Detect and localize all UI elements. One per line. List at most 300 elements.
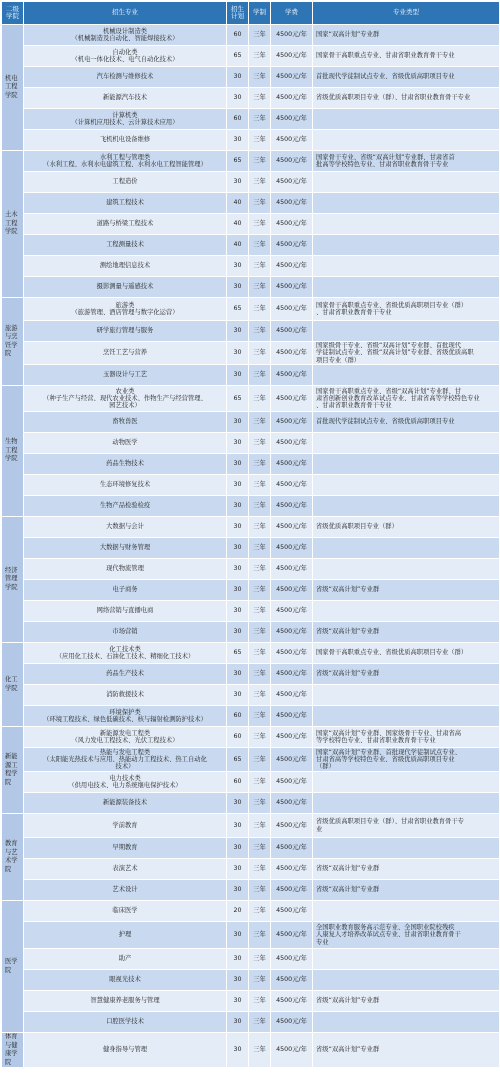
table-row [2, 949, 500, 970]
college-name: 机电工程学院 [2, 25, 24, 151]
major-cell [24, 664, 227, 685]
table-row [2, 235, 500, 256]
major-sub-specialties: 园艺技术） [109, 402, 141, 410]
table-row [2, 772, 500, 793]
major-type [313, 643, 500, 664]
major-cell [24, 214, 227, 235]
major-sub-specialties: （种子生产与经营、现代农业技术、作物生产与经营管理、 [43, 394, 207, 402]
major-cell [24, 685, 227, 706]
enrollment-plan: 30 [227, 622, 249, 643]
tuition-fee: 4500元/年 [271, 109, 313, 130]
major-cell [24, 706, 227, 727]
major-type [313, 1012, 500, 1033]
table-row [2, 298, 500, 321]
major-type [313, 922, 500, 949]
study-duration: 三年 [249, 342, 271, 365]
header-fee: 学费 [271, 2, 313, 25]
study-duration: 三年 [249, 193, 271, 214]
major-cell [24, 580, 227, 601]
major-sub-specialties: （太阳能光热技术与应用、热能动力工程技术、热工自动化 [43, 755, 207, 763]
college-name: 土木工程学院 [2, 151, 24, 298]
major-name: 生态环境修复技术 [99, 481, 151, 489]
major-type [313, 793, 500, 814]
major-type [313, 622, 500, 643]
study-duration: 三年 [249, 172, 271, 193]
study-duration: 三年 [249, 433, 271, 454]
tuition-fee: 4500元/年 [271, 793, 313, 814]
study-duration: 三年 [249, 412, 271, 433]
major-name: 化工技术类 [109, 645, 141, 653]
tuition-fee: 4500元/年 [271, 67, 313, 88]
major-type-line: 国家骨干专业、省级“双高计划”专业群、甘肃省首 [316, 153, 455, 161]
tuition-fee: 4500元/年 [271, 922, 313, 949]
major-type [313, 901, 500, 922]
table-row [2, 859, 500, 880]
major-type-line: 国家骨干高职重点专业、甘肃省职业教育骨干专业 [316, 52, 455, 60]
table-row [2, 901, 500, 922]
major-sub-specialties: （旅游管理、酒店管理与数字化运营） [71, 309, 179, 316]
major-type-line: 国家“双高计划”专业群、首批现代学徒制试点专业、 [316, 748, 462, 756]
enrollment-plan: 20 [227, 901, 249, 922]
major-name: 农业类 [115, 387, 135, 395]
major-name: 烹饪工艺与营养 [102, 349, 148, 357]
enrollment-plan: 30 [227, 256, 249, 277]
major-type-line: 国家骨干高职重点专业、省级“双高计划”专业群、甘 [316, 387, 462, 395]
major-type [313, 46, 500, 67]
study-duration: 三年 [249, 949, 271, 970]
header-major: 招生专业 [24, 2, 227, 25]
tuition-fee: 4500元/年 [271, 193, 313, 214]
table-row [2, 46, 500, 67]
major-type [313, 214, 500, 235]
college-name: 经济管理学院 [2, 517, 24, 643]
table-row [2, 814, 500, 838]
tuition-fee: 4500元/年 [271, 386, 313, 412]
major-cell [24, 496, 227, 517]
study-duration: 三年 [249, 793, 271, 814]
tuition-fee: 4500元/年 [271, 880, 313, 901]
tuition-fee: 4500元/年 [271, 664, 313, 685]
table-row [2, 256, 500, 277]
major-type [313, 235, 500, 256]
enrollment-plan: 30 [227, 496, 249, 517]
major-cell [24, 622, 227, 643]
study-duration: 三年 [249, 748, 271, 772]
college-name: 生物工程学院 [2, 386, 24, 517]
study-duration: 三年 [249, 151, 271, 172]
major-type [313, 538, 500, 559]
major-name: 机械设计制造类 [102, 27, 148, 35]
table-row [2, 517, 500, 538]
tuition-fee: 4500元/年 [271, 298, 313, 321]
major-cell [24, 748, 227, 772]
table-row [2, 130, 500, 151]
major-type [313, 298, 500, 321]
table-row [2, 601, 500, 622]
major-sub-specialties: （环境工程技术、绿色低碳技术、核与辐射检测防护技术） [43, 716, 207, 723]
table-row [2, 109, 500, 130]
major-type-line: 人康复人才培养改革试点专业、甘肃省职业教育骨干 [316, 931, 461, 939]
tuition-fee: 4500元/年 [271, 433, 313, 454]
tuition-fee: 4500元/年 [271, 1033, 313, 1068]
major-type [313, 88, 500, 109]
tuition-fee: 4500元/年 [271, 365, 313, 386]
college-name: 旅游与烹饪学院 [2, 298, 24, 386]
study-duration: 三年 [249, 922, 271, 949]
major-sub-specialties: （计算机应用技术、云计算技术应用） [71, 119, 179, 126]
major-type-line: 国家骨干高职重点专业、省级优质高职项目专业（群） [316, 301, 468, 309]
major-type [313, 172, 500, 193]
major-name: 网络营销与直播电商 [96, 607, 154, 615]
major-name: 智慧健康养老服务与管理 [90, 997, 160, 1005]
major-cell [24, 433, 227, 454]
table-row [2, 277, 500, 298]
major-type [313, 685, 500, 706]
major-type-line: 批高等学校特色专业、甘肃省职业教育骨干专业 [316, 161, 449, 168]
enrollment-plan: 40 [227, 193, 249, 214]
major-type [313, 67, 500, 88]
major-name: 表演艺术 [112, 865, 138, 873]
major-name: 学前教育 [112, 821, 138, 829]
major-name: 玉器设计与工艺 [102, 371, 148, 379]
major-name: 热能与发电工程类 [99, 748, 151, 756]
study-duration: 三年 [249, 454, 271, 475]
enrollment-plan: 60 [227, 727, 249, 748]
major-type-line: 甘肃省高等学校特色专业、省级优质高职项目专业 [316, 755, 455, 763]
major-type [313, 454, 500, 475]
enrollment-plan: 30 [227, 664, 249, 685]
major-name: 建筑工程技术 [106, 199, 144, 207]
major-cell [24, 88, 227, 109]
tuition-fee: 4500元/年 [271, 475, 313, 496]
major-type-line: 省级“双高计划”专业群 [316, 997, 380, 1005]
tuition-fee: 4500元/年 [271, 901, 313, 922]
major-name: 护理 [118, 931, 132, 939]
enrollment-plan: 30 [227, 814, 249, 838]
enrollment-plan: 30 [227, 793, 249, 814]
study-duration: 三年 [249, 859, 271, 880]
major-type-line: 首批现代学徒制试点专业、省级优质高职项目专业 [316, 73, 455, 81]
major-type [313, 109, 500, 130]
study-duration: 三年 [249, 386, 271, 412]
enrollment-plan: 65 [227, 46, 249, 67]
major-cell [24, 559, 227, 580]
college-name: 体育与健康学院 [2, 1033, 24, 1068]
tuition-fee: 4500元/年 [271, 991, 313, 1012]
enrollment-plan: 30 [227, 538, 249, 559]
enrollment-plan: 30 [227, 342, 249, 365]
study-duration: 三年 [249, 901, 271, 922]
major-name: 测绘地理信息技术 [99, 262, 151, 270]
enrollment-plan: 30 [227, 685, 249, 706]
enrollment-plan: 30 [227, 859, 249, 880]
major-name: 电力技术类 [109, 774, 141, 782]
study-duration: 三年 [249, 88, 271, 109]
tuition-fee: 4500元/年 [271, 814, 313, 838]
enrollment-plan: 30 [227, 1012, 249, 1033]
tuition-fee: 4500元/年 [271, 46, 313, 67]
major-type-line: 省级优质高职项目专业（群） [316, 523, 398, 531]
tuition-fee: 4500元/年 [271, 151, 313, 172]
major-name: 旅游类 [115, 301, 135, 309]
tuition-fee: 4500元/年 [271, 559, 313, 580]
study-duration: 三年 [249, 559, 271, 580]
college-name: 化工学院 [2, 643, 24, 727]
study-duration: 三年 [249, 365, 271, 386]
major-type-line: 国家级骨干专业、省级“双高计划”专业群、首批现代 [316, 342, 462, 350]
major-sub-specialties: （供用电技术、电力系统继电保护技术） [68, 782, 182, 789]
table-row [2, 214, 500, 235]
tuition-fee: 4500元/年 [271, 580, 313, 601]
major-cell [24, 109, 227, 130]
major-type-line: 省级“双高计划”专业群 [316, 865, 380, 873]
tuition-fee: 4500元/年 [271, 601, 313, 622]
study-duration: 三年 [249, 298, 271, 321]
major-sub-specialties: （应用化工技术、石油化工技术、精细化工技术） [55, 653, 195, 660]
major-type [313, 193, 500, 214]
major-name: 大数据与会计 [106, 523, 144, 531]
table-row [2, 172, 500, 193]
table-row [2, 433, 500, 454]
major-type [313, 664, 500, 685]
table-row [2, 748, 500, 772]
major-name: 工程造价 [112, 178, 138, 186]
table-row [2, 342, 500, 365]
table-row [2, 538, 500, 559]
enrollment-plan: 30 [227, 365, 249, 386]
major-name: 现代物流管理 [106, 565, 144, 573]
major-cell [24, 298, 227, 321]
major-type [313, 949, 500, 970]
table-row [2, 25, 500, 46]
tuition-fee: 4500元/年 [271, 838, 313, 859]
study-duration: 三年 [249, 475, 271, 496]
major-name: 环境保护类 [109, 708, 141, 716]
study-duration: 三年 [249, 235, 271, 256]
enrollment-plan: 60 [227, 706, 249, 727]
major-cell [24, 1033, 227, 1068]
header-plan: 招生计划 [227, 2, 249, 25]
major-cell [24, 538, 227, 559]
tuition-fee: 4500元/年 [271, 130, 313, 151]
major-type-line: 、甘肃省职业教育骨干专业 [316, 402, 392, 410]
major-cell [24, 814, 227, 838]
table-row [2, 685, 500, 706]
table-body [2, 25, 500, 1068]
major-cell [24, 838, 227, 859]
study-duration: 三年 [249, 727, 271, 748]
enrollment-plan: 30 [227, 475, 249, 496]
study-duration: 三年 [249, 772, 271, 793]
major-type [313, 772, 500, 793]
major-cell [24, 454, 227, 475]
table-header-row [2, 2, 500, 25]
table-row [2, 454, 500, 475]
major-cell [24, 793, 227, 814]
major-name: 生物产品检验检疫 [99, 502, 151, 510]
study-duration: 三年 [249, 321, 271, 342]
major-name: 水利工程与管理类 [99, 153, 151, 161]
major-cell [24, 970, 227, 991]
major-name: 健身指导与管理 [102, 1046, 148, 1054]
table-row [2, 321, 500, 342]
study-duration: 三年 [249, 25, 271, 46]
major-type [313, 601, 500, 622]
major-cell [24, 601, 227, 622]
enrollment-plan: 30 [227, 130, 249, 151]
major-type [313, 496, 500, 517]
table-row [2, 622, 500, 643]
major-type-line: 首批现代学徒制试点专业、省级优质高职项目专业 [316, 418, 455, 426]
study-duration: 三年 [249, 538, 271, 559]
major-name: 大数据与财务管理 [99, 544, 151, 552]
college-name: 医学院 [2, 901, 24, 1033]
major-name: 消防救援技术 [106, 691, 144, 699]
tuition-fee: 4500元/年 [271, 685, 313, 706]
enrollment-table [1, 1, 500, 1068]
major-type-line: 专业 [316, 938, 329, 946]
tuition-fee: 4500元/年 [271, 622, 313, 643]
major-cell [24, 25, 227, 46]
enrollment-plan: 60 [227, 109, 249, 130]
major-type [313, 580, 500, 601]
major-type [313, 838, 500, 859]
enrollment-plan: 65 [227, 748, 249, 772]
major-cell [24, 235, 227, 256]
tuition-fee: 4500元/年 [271, 949, 313, 970]
tuition-fee: 4500元/年 [271, 643, 313, 664]
major-cell [24, 67, 227, 88]
major-type-line: 项目专业（群） [316, 356, 361, 364]
major-type [313, 727, 500, 748]
table-row [2, 88, 500, 109]
major-cell [24, 772, 227, 793]
major-type [313, 706, 500, 727]
major-cell [24, 386, 227, 412]
major-type-line: 、甘肃省职业教育骨干专业 [316, 309, 392, 316]
enrollment-plan: 60 [227, 772, 249, 793]
major-type-line: 省级“双高计划”专业群 [316, 1046, 380, 1054]
major-name: 药品生产技术 [106, 670, 144, 678]
major-cell [24, 991, 227, 1012]
enrollment-plan: 30 [227, 433, 249, 454]
major-cell [24, 365, 227, 386]
table-row [2, 151, 500, 172]
table-row [2, 1012, 500, 1033]
major-cell [24, 643, 227, 664]
major-type-line: 国家骨干高职重点专业、省级优质高职项目专业（群） [316, 649, 468, 657]
major-name: 临床医学 [112, 907, 138, 915]
enrollment-plan: 30 [227, 880, 249, 901]
major-type [313, 859, 500, 880]
study-duration: 三年 [249, 970, 271, 991]
enrollment-plan: 30 [227, 991, 249, 1012]
enrollment-plan: 65 [227, 386, 249, 412]
major-name: 市场营销 [112, 628, 138, 636]
major-type [313, 256, 500, 277]
major-name: 道路与桥梁工程技术 [96, 220, 154, 228]
header-college: 二级学院 [2, 2, 24, 25]
tuition-fee: 4500元/年 [271, 517, 313, 538]
major-name: 工程测量技术 [106, 241, 144, 249]
enrollment-plan: 30 [227, 559, 249, 580]
enrollment-plan: 30 [227, 412, 249, 433]
major-name: 新能源装备技术 [102, 799, 148, 807]
table-row [2, 365, 500, 386]
tuition-fee: 4500元/年 [271, 772, 313, 793]
major-cell [24, 342, 227, 365]
tuition-fee: 4500元/年 [271, 538, 313, 559]
major-type-line: 省级优质高职项目专业（群）、甘肃省职业教育骨干专业 [316, 94, 471, 102]
tuition-fee: 4500元/年 [271, 970, 313, 991]
major-cell [24, 172, 227, 193]
enrollment-plan: 30 [227, 970, 249, 991]
tuition-fee: 4500元/年 [271, 727, 313, 748]
tuition-fee: 4500元/年 [271, 342, 313, 365]
major-name: 动物医学 [112, 439, 138, 447]
major-type [313, 151, 500, 172]
major-cell [24, 727, 227, 748]
table-row [2, 67, 500, 88]
major-name: 药品生物技术 [106, 460, 144, 468]
table-row [2, 793, 500, 814]
major-sub-specialties: （水利工程、水利水电建筑工程、水利水电工程智能管理） [43, 161, 207, 168]
header-duration: 学制 [249, 2, 271, 25]
major-type [313, 386, 500, 412]
table-row [2, 970, 500, 991]
major-type [313, 277, 500, 298]
study-duration: 三年 [249, 601, 271, 622]
study-duration: 三年 [249, 130, 271, 151]
major-cell [24, 1012, 227, 1033]
enrollment-plan: 30 [227, 67, 249, 88]
tuition-fee: 4500元/年 [271, 88, 313, 109]
major-cell [24, 880, 227, 901]
college-name: 教育与艺术学院 [2, 814, 24, 901]
enrollment-plan: 30 [227, 172, 249, 193]
major-cell [24, 922, 227, 949]
enrollment-plan: 30 [227, 277, 249, 298]
major-cell [24, 193, 227, 214]
major-type-line: 业 [316, 825, 323, 833]
major-type [313, 517, 500, 538]
major-type-line: 省级“双高计划”专业群 [316, 886, 380, 894]
major-type-line: 国家“双高计划”专业群 [316, 31, 380, 39]
table-row [2, 386, 500, 412]
major-sub-specialties: （风力发电工程技术、光伏工程技术） [71, 737, 179, 744]
enrollment-plan: 30 [227, 454, 249, 475]
major-type [313, 130, 500, 151]
major-cell [24, 901, 227, 922]
tuition-fee: 4500元/年 [271, 256, 313, 277]
tuition-fee: 4500元/年 [271, 748, 313, 772]
tuition-fee: 4500元/年 [271, 1012, 313, 1033]
enrollment-plan: 65 [227, 643, 249, 664]
enrollment-plan: 30 [227, 601, 249, 622]
college-name: 新能源工程学院 [2, 727, 24, 814]
enrollment-plan: 40 [227, 214, 249, 235]
study-duration: 三年 [249, 664, 271, 685]
enrollment-plan: 65 [227, 151, 249, 172]
major-name: 助产 [118, 955, 132, 963]
enrollment-plan: 30 [227, 1033, 249, 1068]
study-duration: 三年 [249, 580, 271, 601]
study-duration: 三年 [249, 814, 271, 838]
table-row [2, 664, 500, 685]
study-duration: 三年 [249, 643, 271, 664]
header-type: 专业类型 [313, 2, 500, 25]
study-duration: 三年 [249, 109, 271, 130]
